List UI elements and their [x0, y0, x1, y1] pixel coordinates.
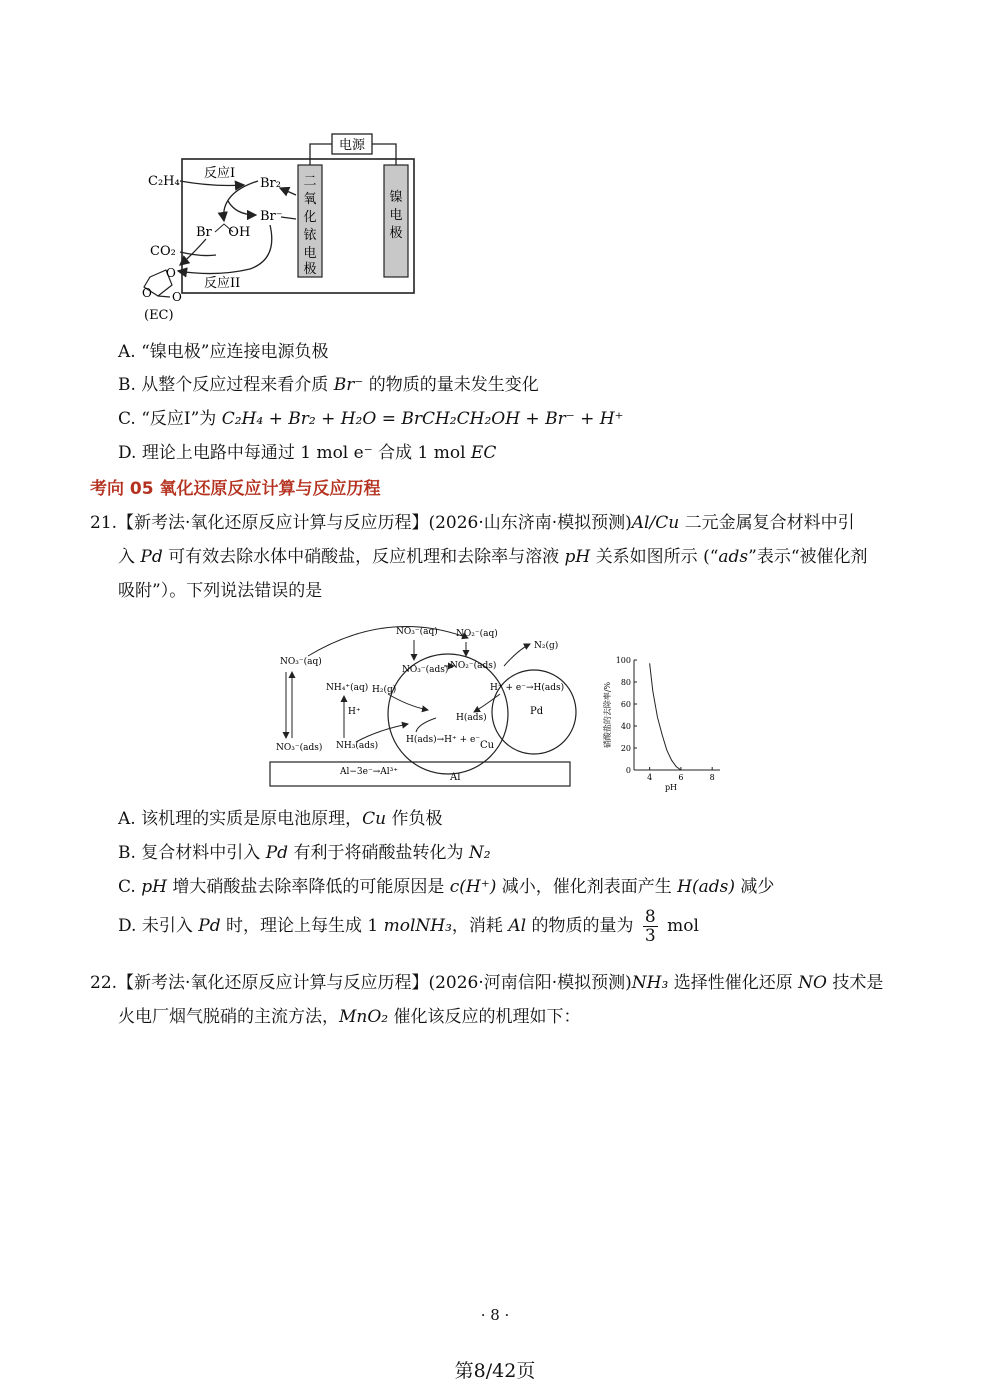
q20-option-c: C. “反应Ⅰ”为 C₂H₄ + Br₂ + H₂O = BrCH₂CH₂OH + Br⁻ + H⁺: [118, 409, 624, 429]
svg-text:O: O: [172, 290, 182, 304]
svg-text:NO₂⁻(aq): NO₂⁻(aq): [456, 629, 498, 639]
svg-text:镍: 镍: [389, 190, 403, 205]
q20-option-b: B. 从整个反应过程来看介质 Br⁻ 的物质的量未发生变化: [118, 375, 539, 395]
electrolysis-figure: [120, 125, 440, 330]
q22-stem-line2: 火电厂烟气脱硝的主流方法，MnO₂ 催化该反应的机理如下：: [118, 1007, 581, 1027]
svg-text:NO₂⁻(ads): NO₂⁻(ads): [450, 661, 497, 671]
y-tick-label: 20: [620, 744, 631, 753]
al-base: [270, 762, 570, 786]
removal-rate-chart: [590, 650, 730, 800]
fraction-8-3: $\frac{8}{3}$: [644, 907, 656, 946]
svg-text:极: 极: [389, 226, 403, 241]
q22-stem-line1: 22.【新考法·氧化还原反应计算与反应历程】(2026·河南信阳·模拟预测)NH₃ 选择性催化还原 NO 技术是: [90, 973, 884, 993]
al-label: Al: [450, 772, 461, 783]
section-heading: 考向 05 氧化还原反应计算与反应历程: [90, 479, 381, 499]
svg-text:NO₃⁻(ads): NO₃⁻(ads): [402, 665, 449, 675]
svg-text:H⁺ + e⁻→H(ads): H⁺ + e⁻→H(ads): [490, 683, 565, 693]
x-tick-label: 4: [647, 773, 653, 782]
y-tick-label: 60: [620, 700, 631, 709]
co2-label: CO₂: [150, 244, 176, 259]
svg-text:铱: 铱: [303, 228, 317, 243]
q21-option-b: B. 复合材料中引入 Pd 有利于将硝酸盐转化为 N₂: [118, 843, 491, 863]
y-tick-label: 100: [615, 656, 631, 665]
svg-text:极: 极: [303, 262, 317, 277]
bromoethanol-label: Br OH: [196, 225, 251, 240]
q21-stem-line1: 21.【新考法·氧化还原反应计算与反应历程】(2026·山东济南·模拟预测)Al/Cu 二元金属复合材料中引: [90, 513, 855, 533]
svg-text:NO₃⁻(aq): NO₃⁻(aq): [280, 657, 322, 667]
svg-text:H(ads): H(ads): [456, 713, 487, 723]
q20-option-d: D. 理论上电路中每通过 1 mol e⁻ 合成 1 mol EC: [118, 443, 497, 463]
power-source-label: 电源: [338, 138, 366, 153]
q21-option-d: D. 未引入 Pd 时，理论上每生成 1 molNH₃，消耗 Al 的物质的量为 $\frac{8}{3}$ mol: [118, 907, 699, 946]
svg-text:O: O: [142, 286, 152, 300]
svg-text:O: O: [166, 266, 176, 280]
svg-text:H₂(g): H₂(g): [372, 685, 397, 695]
removal-rate-curve: [650, 663, 681, 770]
q21-stem-line2: 入 Pd 可有效去除水体中硝酸盐，反应机理和去除率与溶液 pH 关系如图所示 (“ads”表示“被催化剂: [118, 547, 868, 567]
br-minus-label: Br⁻: [260, 209, 283, 224]
svg-text:NH₄⁺(aq): NH₄⁺(aq): [326, 683, 369, 693]
x-axis-label: pH: [664, 783, 678, 792]
reaction2-label: 反应II: [204, 276, 241, 291]
page-footer: 第8/42页: [454, 1360, 536, 1382]
svg-text:NO₃⁻(ads): NO₃⁻(ads): [276, 743, 323, 753]
x-tick-label: 8: [709, 773, 715, 782]
q21-stem-line3: 吸附”）。下列说法错误的是: [118, 581, 323, 601]
al-reaction: Al−3e⁻→Al³⁺: [340, 767, 398, 777]
q21-option-a: A. 该机理的实质是原电池原理，Cu 作负极: [118, 809, 443, 829]
reaction1-label: 反应I: [204, 166, 236, 181]
svg-text:H⁺: H⁺: [348, 707, 361, 717]
y-tick-label: 0: [625, 766, 631, 775]
q21-option-c: C. pH 增大硝酸盐去除率降低的可能原因是 c(H⁺) 减小，催化剂表面产生 H(ads) 减少: [118, 877, 775, 897]
br2-label: Br₂: [260, 176, 281, 191]
svg-text:化: 化: [303, 210, 317, 225]
y-tick-label: 80: [620, 678, 631, 687]
svg-text:二: 二: [303, 174, 317, 189]
q20-option-a: A. “镍电极”应连接电源负极: [118, 342, 329, 362]
mechanism-figure: [268, 614, 578, 794]
svg-text:H(ads)→H⁺ + e⁻: H(ads)→H⁺ + e⁻: [406, 735, 481, 745]
svg-text:NH₃(ads): NH₃(ads): [336, 741, 379, 751]
svg-text:电: 电: [389, 208, 403, 223]
svg-text:N₂(g): N₂(g): [534, 641, 559, 651]
pd-label: Pd: [530, 706, 544, 717]
y-axis-label: 硝酸盐的去除率/%: [603, 681, 612, 749]
page-number: · 8 ·: [480, 1306, 510, 1324]
c2h4-label: C₂H₄: [148, 174, 180, 189]
svg-text:氧: 氧: [303, 192, 317, 207]
y-tick-label: 40: [620, 722, 631, 731]
svg-text:电: 电: [303, 246, 317, 261]
x-tick-label: 6: [678, 773, 684, 782]
ec-label: (EC): [144, 308, 174, 323]
cu-label: Cu: [480, 740, 495, 751]
svg-text:NO₃⁻(aq): NO₃⁻(aq): [396, 627, 438, 637]
